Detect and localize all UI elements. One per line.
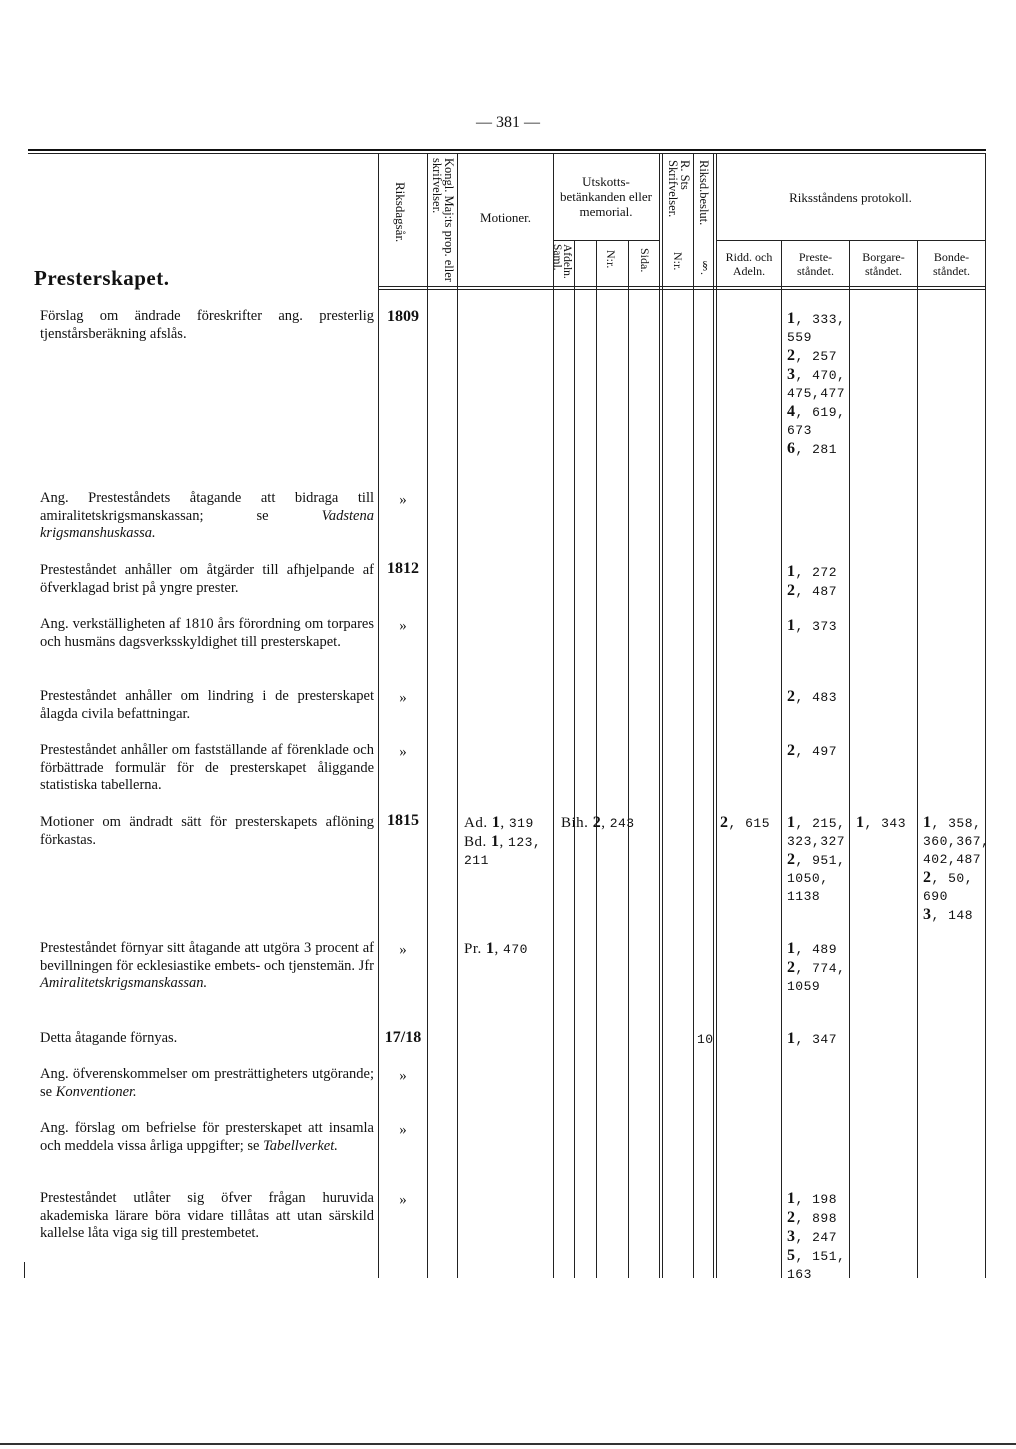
scan-edge bbox=[0, 1443, 1016, 1445]
header-riksdbeslut: Riksd.beslut. bbox=[697, 160, 711, 226]
col-line bbox=[457, 153, 458, 1278]
preste-refs: 1, 333, 559 2, 257 3, 470, 475,477 4, 619, 673 6, 281 bbox=[787, 310, 846, 457]
preste-refs: 2, 483 bbox=[787, 688, 838, 705]
entry-text: Presteståndet förnyar sitt åtagande att utgöra 3 procent af bevillningen för ecklesiastike embets- och tjenstemän. Jfr bbox=[40, 940, 374, 974]
top-rule-thin bbox=[28, 153, 986, 154]
entry-reference: Vadstena krigsmanshuskassa. bbox=[40, 507, 374, 541]
header-riksdagsar: Riksdagsår. bbox=[393, 182, 408, 243]
header-bottom-rule bbox=[378, 286, 985, 287]
entry-description: Motioner om ändradt sätt för presterskapets aflöning förkastas. bbox=[40, 814, 374, 848]
header-afdeln: Afdeln. Saml. bbox=[551, 244, 573, 279]
preste-refs: 1, 198 2, 898 3, 247 5, 151, 163 bbox=[787, 1190, 846, 1282]
preste-refs: 1, 272 2, 487 bbox=[787, 563, 838, 599]
header-preste: Preste-ståndet. bbox=[797, 250, 834, 278]
header-riksdbeslut-par: §. bbox=[698, 258, 712, 275]
preste-refs: 2, 497 bbox=[787, 742, 838, 759]
header-utskott-nr: N:r. bbox=[604, 250, 618, 269]
entry-year: » bbox=[399, 1122, 407, 1138]
entry-description bbox=[40, 940, 374, 993]
col-line bbox=[659, 153, 660, 1278]
header-rsts: R. Sts Skrifvelser. bbox=[666, 160, 692, 218]
entry-year: » bbox=[399, 1192, 407, 1208]
col-line bbox=[713, 153, 714, 1278]
header-borgare: Borgare-ståndet. bbox=[862, 250, 905, 278]
col-line bbox=[781, 240, 782, 1278]
top-rule bbox=[28, 149, 986, 151]
header-bonde: Bonde-ståndet. bbox=[933, 250, 970, 278]
entry-year: 17/18 bbox=[384, 1029, 422, 1046]
bonde-refs: 1, 358, 360,367, 402,487 2, 50, 690 3, 148 bbox=[923, 814, 990, 923]
utskott-ref: Bih. 2, 243 bbox=[561, 814, 635, 831]
preste-refs: 1, 215, 323,327 2, 951, 1050, 1138 bbox=[787, 814, 846, 904]
entry-description bbox=[40, 490, 374, 543]
entry-year: » bbox=[399, 1068, 407, 1084]
entry-text: Ang. förslag om befrielse för presterskapet att insamla och meddela vissa årliga uppgifter; se bbox=[40, 1120, 374, 1154]
header-protokoll: Riksståndens protokoll. bbox=[789, 190, 912, 205]
entry-description bbox=[40, 1066, 374, 1101]
entry-description: Detta åtagande förnyas. bbox=[40, 1030, 178, 1046]
entry-year: » bbox=[399, 744, 407, 760]
entry-year: 1812 bbox=[387, 560, 419, 577]
col-line bbox=[693, 153, 694, 1278]
entry-text: Ang. öfverenskommelser om presträttigheters utgörande; se bbox=[40, 1066, 374, 1100]
col-line bbox=[716, 153, 717, 1278]
col-line bbox=[662, 153, 663, 1278]
motioner-refs: Pr. 1, 470 bbox=[464, 940, 528, 957]
col-line bbox=[574, 240, 575, 1278]
col-line bbox=[553, 153, 554, 1278]
ridd-ref: 2, 615 bbox=[720, 814, 771, 831]
col-line bbox=[917, 240, 918, 1278]
header-rsts-nr: N:r. bbox=[671, 252, 685, 271]
riksdbeslut-ref: 10 bbox=[697, 1032, 714, 1047]
header-ridd: Ridd. och Adeln. bbox=[725, 250, 773, 278]
header-motioner: Motioner. bbox=[480, 210, 531, 225]
col-line bbox=[24, 1262, 25, 1278]
preste-refs: 1, 347 bbox=[787, 1030, 838, 1047]
header-subrule bbox=[553, 240, 659, 241]
entry-description: Presteståndet anhåller om åtgärder till afhjelpande af öfverklagad brist på yngre prester. bbox=[40, 562, 374, 596]
entry-reference: Amiralitetskrigsmanskassan. bbox=[40, 975, 208, 991]
entry-description bbox=[40, 1120, 374, 1155]
col-line bbox=[849, 240, 850, 1278]
col-line bbox=[985, 153, 986, 1278]
entry-description: Förslag om ändrade föreskrifter ang. presterlig tjenstårsberäkning afslås. bbox=[40, 308, 374, 342]
col-line bbox=[427, 153, 428, 1278]
entry-year: » bbox=[399, 942, 407, 958]
header-subrule bbox=[716, 240, 985, 241]
entry-year: » bbox=[399, 492, 407, 508]
entry-description: Presteståndet utlåter sig öfver frågan huruvida akademiska lärare böra vidare tillåtas att utan särskild kallelse låta viga sig till prestembetet. bbox=[40, 1190, 374, 1241]
col-line bbox=[628, 240, 629, 1278]
page-number: — 381 — bbox=[476, 114, 540, 131]
header-utskott: Utskotts-betänkanden eller memorial. bbox=[559, 174, 653, 219]
col-line bbox=[378, 153, 379, 1278]
entry-description: Presteståndet anhåller om lindring i de presterskapet ålagda civila befattningar. bbox=[40, 688, 374, 722]
section-title: Presterskapet. bbox=[34, 266, 170, 290]
borgare-ref: 1, 343 bbox=[856, 814, 907, 831]
entry-year: » bbox=[399, 618, 407, 634]
preste-refs: 1, 489 2, 774, 1059 bbox=[787, 940, 846, 994]
entry-year: 1815 bbox=[387, 812, 419, 829]
motioner-refs: Ad. 1, 319 Bd. 1, 123, 211 bbox=[464, 814, 542, 868]
entry-description: Presteståndet anhåller om fastställande af förenklade och förbättrade formulär för de presterskapet åliggande statistiska tabellerna. bbox=[40, 742, 374, 793]
entry-reference: Konventioner. bbox=[55, 1083, 137, 1100]
entry-description: Ang. verkställigheten af 1810 års förordning om torpares och husmäns dagsverksskyldighet till presterskapet. bbox=[40, 616, 374, 650]
entry-year: 1809 bbox=[387, 308, 419, 325]
entry-reference: Tabellverket. bbox=[263, 1137, 338, 1154]
col-line bbox=[596, 240, 597, 1278]
header-bottom-rule bbox=[378, 289, 985, 290]
entry-year: » bbox=[399, 690, 407, 706]
header-utskott-sida: Sida. bbox=[638, 248, 652, 273]
preste-refs: 1, 373 bbox=[787, 617, 838, 634]
entry-text: Ang. Presteståndets åtagande att bidraga till amiralitetskrigsmanskassan; se bbox=[40, 490, 374, 524]
header-kongl: Kongl. Maj:ts prop. eller skrifvelser. bbox=[430, 158, 456, 282]
